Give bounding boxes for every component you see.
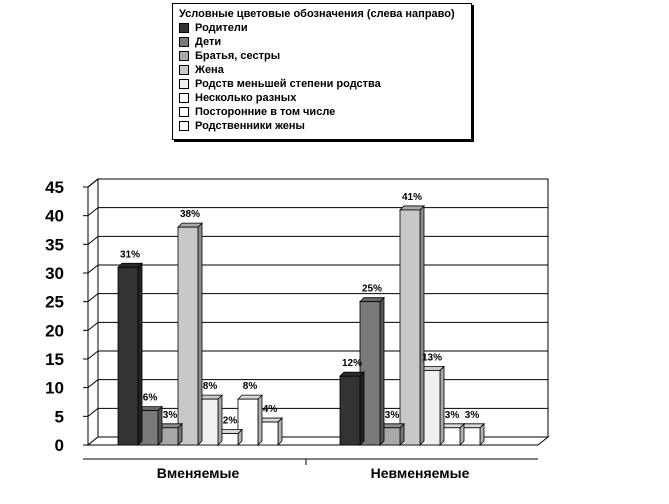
bar-front [118, 267, 138, 445]
data-label: 8% [242, 381, 258, 393]
bar-side [198, 223, 202, 445]
bar-side [380, 298, 384, 445]
bar [340, 372, 364, 445]
data-label: 3% [162, 409, 178, 421]
bar-front [178, 227, 198, 445]
x-category-label: Невменяемые [370, 465, 470, 481]
data-label: 3% [384, 409, 400, 421]
data-label: 38% [179, 209, 201, 221]
bar-side [138, 263, 142, 445]
legend-label: Родители [195, 22, 248, 34]
y-tick-label: 30 [45, 264, 64, 283]
data-label: 4% [262, 404, 278, 416]
legend-label: Дети [195, 36, 222, 48]
bar [118, 263, 142, 445]
y-tick-label: 35 [45, 235, 64, 255]
data-label: 6% [142, 392, 158, 404]
bar-top [400, 206, 424, 210]
legend-label: Посторонние в том числе [195, 106, 336, 118]
legend-label: Родств меньшей степени родства [195, 78, 381, 90]
y-tick-label: 15 [45, 350, 64, 369]
bar-top [238, 395, 262, 399]
bar-top [340, 372, 364, 376]
bar-front [400, 210, 420, 445]
bar-front [340, 376, 360, 445]
legend-label: Родственники жены [195, 120, 305, 132]
legend-title: Условные цветовые обозначения (слева направо) [179, 8, 455, 20]
y-tick-label: 40 [45, 206, 64, 226]
x-category-label: Вменяемые [156, 465, 240, 481]
legend-label: Несколько разных [195, 92, 297, 104]
data-label: 25% [361, 283, 383, 295]
legend-label: Братья, сестры [195, 50, 281, 62]
bar-side [218, 395, 222, 445]
data-label: 31% [119, 249, 141, 261]
bar-side [420, 206, 424, 445]
data-label: 12% [341, 358, 363, 370]
bar [178, 223, 202, 445]
y-tick-label: 25 [45, 292, 64, 312]
y-tick-label: 10 [45, 378, 64, 398]
y-tick-label: 45 [45, 178, 64, 197]
bar-side [440, 366, 444, 445]
data-label: 2% [222, 415, 238, 427]
y-tick-label: 5 [54, 407, 64, 427]
plot-side-wall [88, 179, 98, 445]
bar-top [118, 263, 142, 267]
legend-label: Жена [195, 64, 224, 76]
y-tick-label: 0 [54, 436, 64, 455]
bar [400, 206, 424, 445]
data-label: 8% [202, 381, 218, 393]
data-label: 3% [464, 409, 480, 421]
data-label: 13% [421, 352, 443, 364]
bar-top [178, 223, 202, 227]
y-tick-label: 20 [45, 321, 64, 341]
data-label: 3% [444, 409, 460, 421]
bar-side [360, 372, 364, 445]
bar-side [278, 418, 282, 445]
bar-top [360, 298, 384, 302]
data-label: 41% [401, 191, 423, 203]
bar-side [158, 407, 162, 445]
bar-side [258, 395, 262, 445]
